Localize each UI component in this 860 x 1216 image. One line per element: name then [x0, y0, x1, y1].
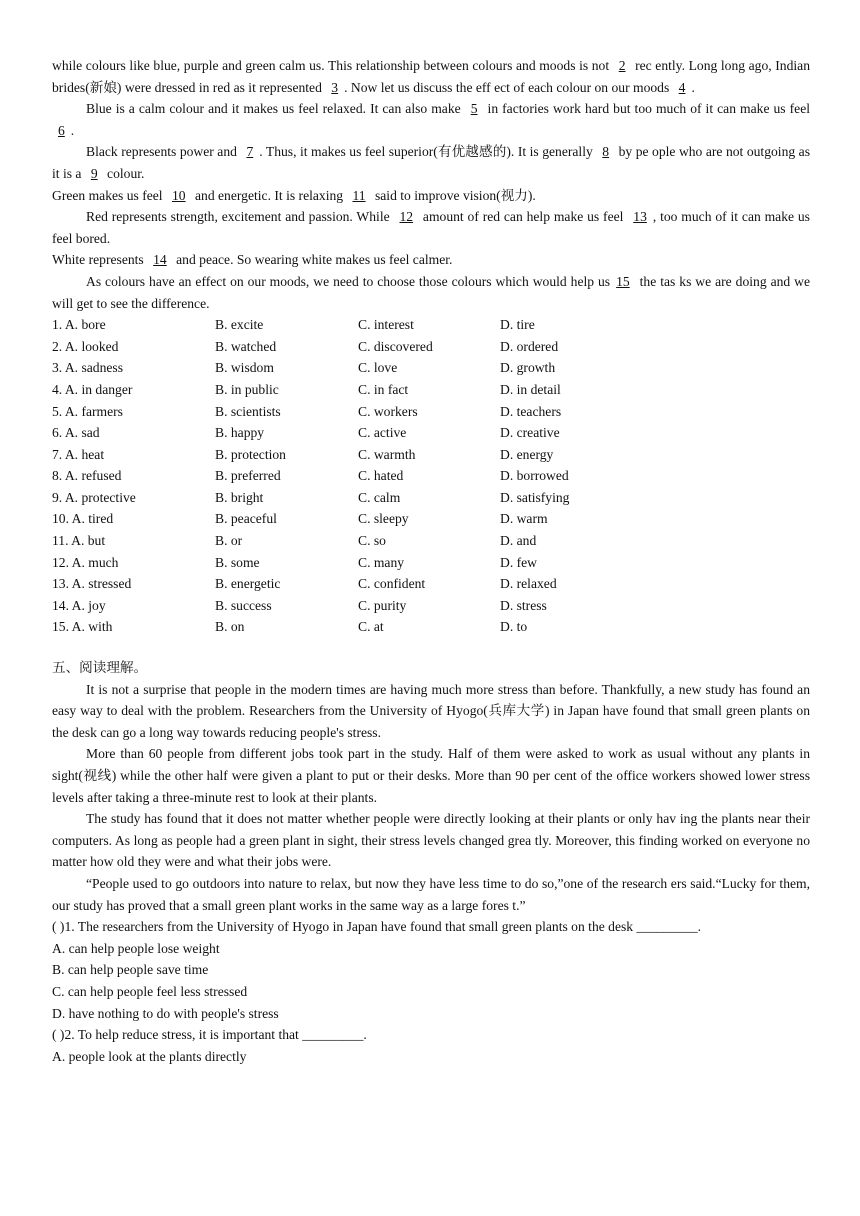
option-a: 5. A. farmers	[52, 403, 123, 419]
blank-number: 6	[58, 122, 65, 138]
paragraph-text: .	[691, 79, 695, 95]
paragraph-text: Green makes us feel	[52, 187, 166, 203]
option-d: D. warm	[500, 511, 548, 527]
reading-paragraph: More than 60 people from different jobs took part in the study. Half of them were asked to work as usual without any plants in sight(视线) while the other half were given a plant to put or their desks. More than 90 per cent of the office workers showed lower stress levels after taking a three-minute rest to look at their plants.	[52, 746, 810, 805]
reading-passage	[52, 679, 810, 917]
option-d: D. and	[500, 533, 537, 549]
answer-choice: B. can help people save time	[52, 962, 209, 978]
option-a: 1. A. bore	[52, 317, 106, 333]
reading-paragraph: It is not a surprise that people in the modern times are having much more stress than before. Thankfully, a new study has found an easy way to deal with the problem. Researchers from the University of Hyogo(兵库大学) in Japan have found that small green plants on the desk can go a long way towards reducing people's stress.	[52, 681, 810, 740]
paragraph-text: by pe ople who are not outgoing as it is a	[52, 144, 810, 181]
question-stem: ( )1. The researchers from the University of Hyogo in Japan have found that small green plants on the desk _________.	[52, 919, 702, 935]
answer-choice: A. people look at the plants directly	[52, 1048, 247, 1064]
option-d: D. relaxed	[500, 576, 557, 592]
option-b: B. success	[215, 597, 272, 613]
section-title: 五、阅读理解。	[52, 660, 148, 676]
option-b: B. on	[215, 619, 245, 635]
option-a: 10. A. tired	[52, 511, 114, 527]
option-row	[52, 552, 810, 574]
answer-choice: A. can help people lose weight	[52, 940, 220, 956]
option-a: 8. A. refused	[52, 468, 122, 484]
option-a: 15. A. with	[52, 619, 113, 635]
option-row	[52, 401, 810, 423]
option-b: B. in public	[215, 381, 279, 397]
cloze-passage	[52, 55, 810, 314]
option-b: B. some	[215, 554, 260, 570]
option-b: B. or	[215, 533, 243, 549]
option-d: D. stress	[500, 597, 547, 613]
option-d: D. energy	[500, 446, 554, 462]
paragraph-text: amount of red can help make us feel	[419, 209, 628, 225]
option-row	[52, 487, 810, 509]
option-b: B. watched	[215, 338, 277, 354]
cloze-options	[52, 314, 810, 638]
option-d: D. tire	[500, 317, 535, 333]
option-a: 6. A. sad	[52, 425, 100, 441]
option-b: B. peaceful	[215, 511, 277, 527]
option-a: 4. A. in danger	[52, 381, 133, 397]
reading-paragraph: “People used to go outdoors into nature to relax, but now they have less time to do so,”one of the research ers said.“Lucky for them, our study has proved that a small green plant works in the same way as a large fores t.”	[52, 875, 810, 913]
option-c: C. in fact	[358, 381, 409, 397]
option-c: C. workers	[358, 403, 418, 419]
option-row	[52, 465, 810, 487]
cloze-paragraph	[52, 185, 810, 207]
option-b: B. energetic	[215, 576, 281, 592]
option-row	[52, 508, 810, 530]
option-d: D. few	[500, 554, 537, 570]
option-c: C. warmth	[358, 446, 416, 462]
option-c: C. interest	[358, 317, 414, 333]
option-a: 2. A. looked	[52, 338, 119, 354]
option-row	[52, 357, 810, 379]
cloze-paragraph	[52, 206, 810, 249]
paragraph-text: in factories work hard but too much of it can make us feel	[483, 101, 811, 117]
option-c: C. purity	[358, 597, 407, 613]
option-d: D. growth	[500, 360, 556, 376]
blank-number: 3	[331, 79, 339, 95]
option-b: B. excite	[215, 317, 264, 333]
option-c: C. confident	[358, 576, 426, 592]
option-d: D. in detail	[500, 381, 561, 397]
option-c: C. active	[358, 425, 407, 441]
option-d: D. creative	[500, 425, 560, 441]
blank-number: 4	[678, 79, 686, 95]
option-row	[52, 573, 810, 595]
option-a: 7. A. heat	[52, 446, 105, 462]
option-d: D. borrowed	[500, 468, 569, 484]
paragraph-text: colour.	[103, 165, 145, 181]
option-b: B. preferred	[215, 468, 281, 484]
blank-number: 15	[616, 273, 630, 289]
paragraph-text: . Now let us discuss the eff ect of each colour on our moods	[344, 79, 673, 95]
option-a: 3. A. sadness	[52, 360, 123, 376]
blank-number: 2	[618, 58, 626, 73]
blank-number: 8	[602, 144, 610, 160]
option-row	[52, 616, 810, 638]
paragraph-text: .	[70, 122, 75, 138]
paragraph-text: and peace. So wearing white makes us feel calmer.	[172, 252, 453, 268]
option-d: D. satisfying	[500, 489, 570, 505]
paragraph-text: , too much of it can make us feel bored.	[52, 209, 810, 246]
cloze-paragraph	[52, 55, 810, 98]
paragraph-text: As colours have an effect on our moods, we need to choose those colours which would help us	[86, 273, 611, 289]
blank-number: 14	[153, 252, 167, 268]
option-row	[52, 336, 810, 358]
paragraph-text: Red represents strength, excitement and passion. While	[86, 209, 394, 225]
blank-number: 13	[633, 209, 647, 225]
option-c: C. discovered	[358, 338, 433, 354]
blank-number: 10	[172, 187, 186, 203]
option-c: C. at	[358, 619, 384, 635]
paragraph-text: rec ently. Long long ago, Indian brides(新娘) were dressed in red as it represented	[52, 58, 810, 95]
blank-number: 11	[352, 187, 366, 203]
cloze-paragraph	[52, 98, 810, 141]
option-a: 13. A. stressed	[52, 576, 132, 592]
paragraph-text: Black represents power and	[86, 144, 241, 160]
reading-paragraph: The study has found that it does not matter whether people were directly looking at their plants or only hav ing the plants near their computers. As long as people had a green plant in sight, their stress levels changed grea tly. Moreover, this finding worked on everyone no matter how old they were and what their jobs were.	[52, 811, 810, 870]
option-b: B. wisdom	[215, 360, 274, 376]
option-row	[52, 422, 810, 444]
option-c: C. calm	[358, 489, 401, 505]
option-c: C. hated	[358, 468, 404, 484]
reading-questions	[52, 916, 810, 1067]
paragraph-text: White represents	[52, 252, 148, 268]
option-row	[52, 379, 810, 401]
option-b: B. bright	[215, 489, 264, 505]
paragraph-text: said to improve vision(视力).	[371, 187, 536, 203]
paragraph-text: Blue is a calm colour and it makes us feel relaxed. It can also make	[86, 101, 465, 117]
option-d: D. to	[500, 619, 528, 635]
paragraph-text: and energetic. It is relaxing	[191, 187, 347, 203]
option-a: 9. A. protective	[52, 489, 136, 505]
option-row	[52, 595, 810, 617]
blank-number: 5	[470, 101, 478, 117]
answer-choice: D. have nothing to do with people's stress	[52, 1005, 279, 1021]
paragraph-text: the tas ks we are doing and we will get to see the difference.	[52, 273, 811, 311]
option-c: C. many	[358, 554, 405, 570]
option-b: B. protection	[215, 446, 286, 462]
option-row	[52, 444, 810, 466]
option-b: B. happy	[215, 425, 265, 441]
paragraph-text: while colours like blue, purple and green calm us. This relationship between colours and moods is not	[52, 58, 613, 73]
option-a: 12. A. much	[52, 554, 119, 570]
cloze-paragraph	[52, 141, 810, 184]
answer-choice: C. can help people feel less stressed	[52, 983, 248, 999]
cloze-paragraph	[52, 271, 810, 314]
question-stem: ( )2. To help reduce stress, it is important that _________.	[52, 1027, 367, 1043]
option-a: 14. A. joy	[52, 597, 106, 613]
option-d: D. ordered	[500, 338, 559, 354]
option-c: C. love	[358, 360, 398, 376]
paragraph-text: . Thus, it makes us feel superior(有优越感的). It is generally	[259, 144, 597, 160]
option-c: C. so	[358, 533, 386, 549]
option-row	[52, 314, 810, 336]
worksheet-page	[52, 55, 810, 1067]
blank-number: 9	[90, 165, 98, 181]
option-b: B. scientists	[215, 403, 281, 419]
cloze-paragraph	[52, 249, 810, 271]
blank-number: 12	[399, 209, 414, 225]
option-d: D. teachers	[500, 403, 562, 419]
option-c: C. sleepy	[358, 511, 409, 527]
option-row	[52, 530, 810, 552]
blank-number: 7	[246, 144, 254, 160]
option-a: 11. A. but	[52, 533, 106, 549]
